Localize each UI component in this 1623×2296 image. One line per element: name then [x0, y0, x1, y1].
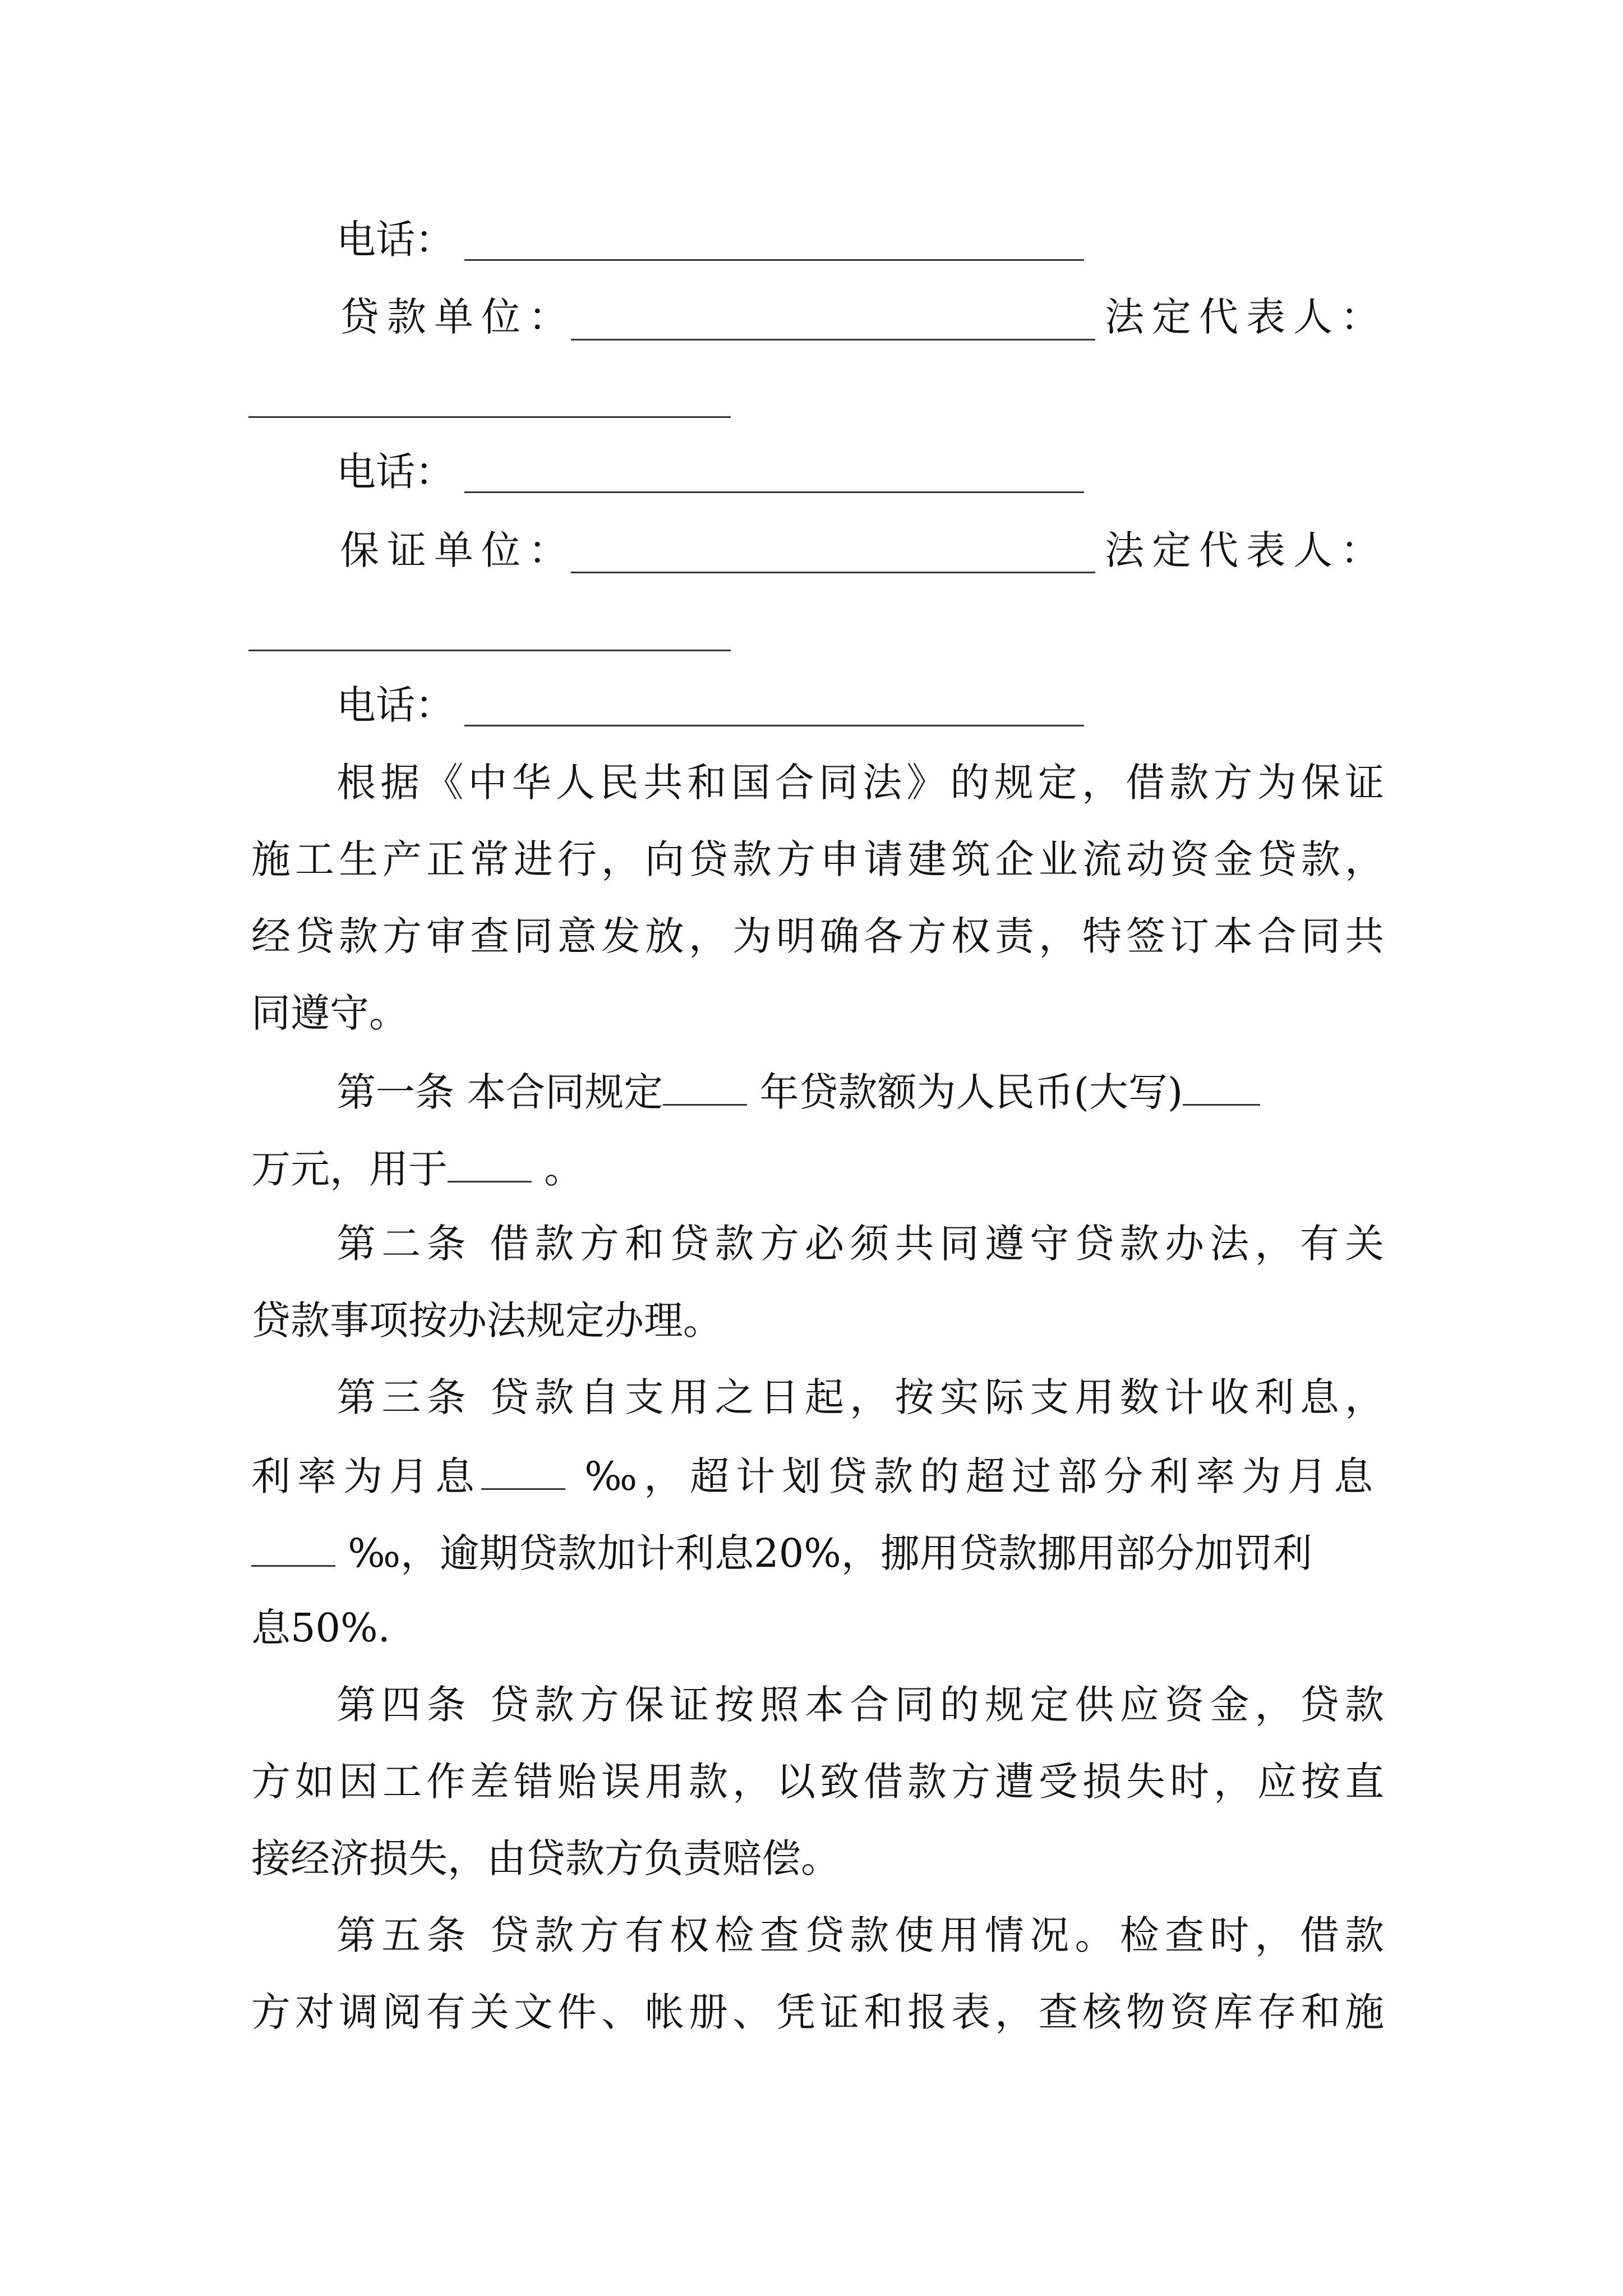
- guarantor-legal-rep-field-line[interactable]: [248, 650, 731, 651]
- article-3-line: 息50%.: [251, 1605, 390, 1651]
- article-3-text: 利率为月息: [251, 1453, 481, 1499]
- intro-line: 同遵守。: [251, 990, 408, 1036]
- article-5-line: 第五条 贷款方有权检查贷款使用情况。检查时，借款: [336, 1912, 1384, 1958]
- phone-label: 电话：: [336, 217, 454, 263]
- article-1-text: 年贷款额为人民币(大写): [747, 1069, 1183, 1115]
- article-1-text: 第一条 本合同规定: [336, 1069, 663, 1115]
- phone-label: 电话：: [336, 449, 454, 495]
- article-2-line: 第二条 借款方和贷款方必须共同遵守贷款办法，有关: [336, 1221, 1384, 1267]
- guarantor-label: 保证单位：: [340, 527, 575, 573]
- intro-line: 经贷款方审查同意发放，为明确各方权责，特签订本合同共: [251, 913, 1384, 959]
- article-1-text: 万元，用于: [251, 1146, 448, 1192]
- article-1-line-2: [251, 1142, 583, 1194]
- article-3-text: ‰，逾期贷款加计利息20%，挪用贷款挪用部分加罚利: [335, 1530, 1312, 1576]
- lender-label: 贷款单位：: [340, 294, 575, 340]
- article-2-line: 贷款事项按办法规定办理。: [251, 1297, 722, 1343]
- guarantor-field-line[interactable]: [571, 572, 1095, 573]
- article-3-line: 第三条 贷款自支用之日起，按实际支用数计收利息，: [336, 1374, 1384, 1420]
- article-4-line: 方如因工作差错贻误用款，以致借款方遭受损失时，应按直: [251, 1759, 1384, 1805]
- lender-legal-rep-label: 法定代表人：: [1105, 294, 1387, 340]
- guarantor-legal-rep-label: 法定代表人：: [1105, 527, 1387, 573]
- article-4-line: 第四条 贷款方保证按照本合同的规定供应资金，贷款: [336, 1682, 1384, 1728]
- lender-field-line[interactable]: [571, 339, 1095, 341]
- monthly-rate-blank[interactable]: [481, 1449, 565, 1490]
- phone-label: 电话：: [336, 682, 454, 728]
- article-3-line: [251, 1526, 1312, 1579]
- amount-blank[interactable]: [1183, 1065, 1260, 1106]
- article-3-line: [251, 1449, 1380, 1502]
- lender-legal-rep-field-line[interactable]: [248, 416, 731, 418]
- purpose-blank[interactable]: [448, 1142, 532, 1182]
- intro-line: 根据《中华人民共和国合同法》的规定，借款方为保证: [336, 760, 1384, 806]
- article-3-text: ‰，超计划贷款的超过部分利率为月息: [565, 1453, 1380, 1499]
- article-4-line: 接经济损失，由贷款方负责赔偿。: [251, 1835, 840, 1881]
- phone-field-line[interactable]: [464, 259, 1084, 261]
- phone-field-line[interactable]: [464, 725, 1084, 726]
- over-plan-rate-blank[interactable]: [251, 1526, 335, 1567]
- year-blank[interactable]: [663, 1065, 747, 1106]
- intro-line: 施工生产正常进行，向贷款方申请建筑企业流动资金贷款，: [251, 836, 1384, 882]
- article-5-line: 方对调阅有关文件、帐册、凭证和报表，查核物资库存和施: [251, 1989, 1384, 2035]
- article-1-text: 。: [532, 1146, 584, 1192]
- article-1-line-1: [336, 1065, 1260, 1117]
- phone-field-line[interactable]: [464, 491, 1084, 493]
